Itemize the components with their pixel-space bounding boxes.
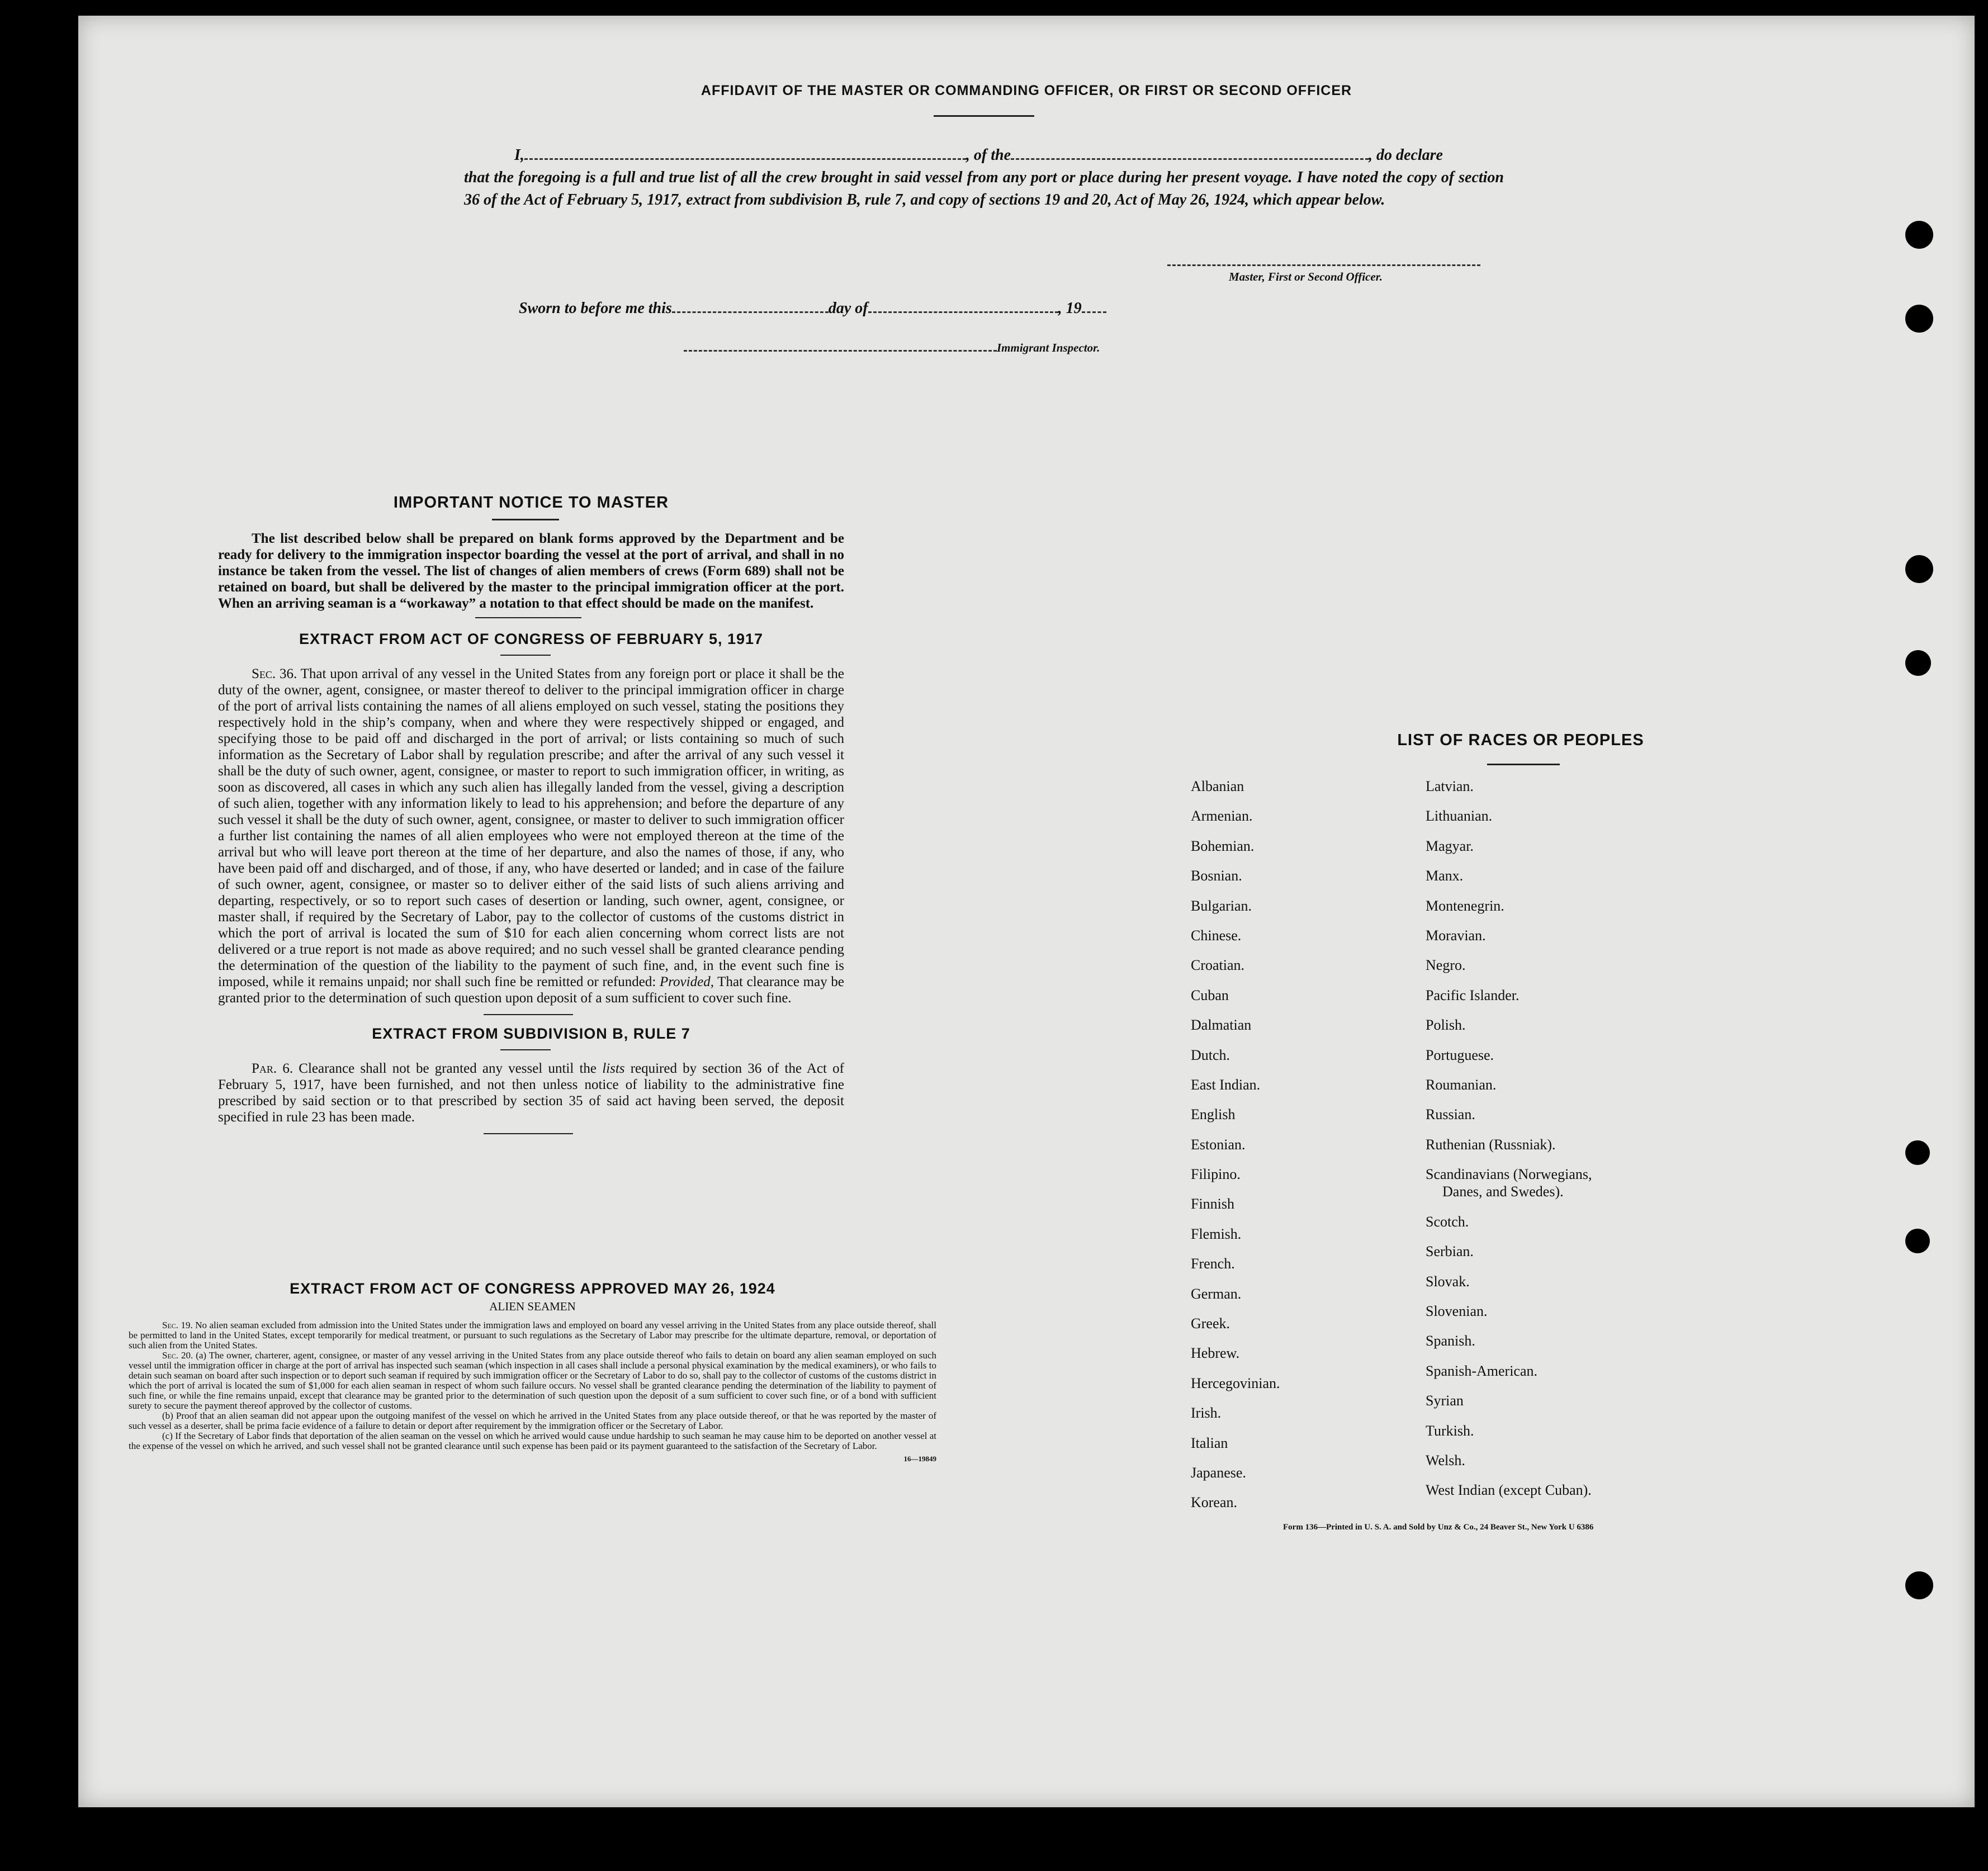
- divider: [492, 519, 559, 520]
- race-entry: Manx.: [1426, 868, 1464, 884]
- par-6-text-b: required by section 36 of the Act of February 5, 1917, have been furnished, and not then unless notice of liability to the administrative fine prescribed by said section or to that prescribed by section 35 of said act having been served, the deposit specified in rule 23 has been made.: [218, 1061, 844, 1125]
- inspector-signature-blank[interactable]: [684, 350, 997, 352]
- punch-hole: [1905, 221, 1933, 249]
- race-entry: Welsh.: [1426, 1452, 1465, 1469]
- master-signature-line[interactable]: [1167, 264, 1480, 266]
- race-entry: Japanese.: [1191, 1464, 1246, 1481]
- punch-hole: [1905, 1229, 1930, 1253]
- inspector-label: Immigrant Inspector.: [997, 341, 1100, 354]
- race-entry: Scandinavians (Norwegians,: [1426, 1166, 1592, 1183]
- race-entry: Bohemian.: [1191, 837, 1255, 854]
- races-left-column: [1191, 777, 1280, 1523]
- sworn-prefix: Sworn to before me this: [519, 300, 672, 317]
- race-entry: French.: [1191, 1256, 1235, 1272]
- punch-hole: [1905, 555, 1933, 583]
- race-entry: Scotch.: [1426, 1213, 1469, 1230]
- provided-word: Provided,: [659, 974, 714, 989]
- race-entry: Hebrew.: [1191, 1345, 1240, 1362]
- race-entry: Polish.: [1426, 1017, 1466, 1034]
- race-entry: Turkish.: [1426, 1422, 1474, 1439]
- race-entry: Bulgarian.: [1191, 897, 1252, 914]
- sworn-day-blank[interactable]: [672, 311, 829, 313]
- affidavit-title: AFFIDAVIT OF THE MASTER OR COMMANDING OFFICER, OR FIRST OR SECOND OFFICER: [700, 83, 1352, 98]
- notice-body: [218, 530, 844, 612]
- left-column: [218, 494, 844, 1143]
- race-entry: Finnish: [1191, 1196, 1235, 1212]
- divider: [1487, 764, 1560, 765]
- race-entry: Moravian.: [1426, 927, 1486, 944]
- document-page: [78, 16, 1975, 1807]
- name-blank[interactable]: [524, 158, 966, 160]
- sec-36-text-a: That upon arrival of any vessel in the United States from any foreign port or place it shall be the duty of the owner, agent, consignee, or master thereof to deliver to the principal immigration officer in charge of the port of arrival lists containing the names of all aliens employed on such vessel, stating the positions they respectively hold in the ship’s company, when and where they were respectively shipped or engaged, and specifying those to be paid off and discharged in the port of arrival; or lists containing so much of such information as the Secretary of Labor shall by regulation prescribe; and after the arrival of any such vessel it shall be the duty of such owner, agent, consignee, or master to report to such immigration officer, in writing, as soon as discovered, all cases in which any such alien has illegally landed from the vessel, giving a description of such alien, together with any information likely to lead to his apprehension; and before the departure of any such vessel it shall be the duty of such owner, agent, consignee, or master to deliver to such immigration officer a further list containing the names of all alien employees who were not employed thereon at the time of the arrival but who will leave port thereon at the time of her departure, and also the names of those, if any, who have been paid off and discharged, and of those, if any, who have deserted or landed; and in case of the failure of such owner, agent, consignee, or master so to deliver either of the said lists of such aliens arriving and departing, respectively, or so to report such cases of desertion or landing, such owner, agent, consignee, or master shall, if required by the Secretary of Labor, pay to the collector of customs of the customs district in which the port of arrival is located the sum of $10 for each alien concerning whom correct lists are not delivered or a true report is not made as above required; and no such vessel shall be granted clearance pending the determination of the question of the liability to the payment of such fine, and, in the event such fine is imposed, while it remains unpaid; nor shall such fine be remitted or refunded:: [218, 666, 844, 989]
- lists-word: lists: [602, 1061, 625, 1076]
- race-entry: East Indian.: [1191, 1076, 1261, 1093]
- race-entry: Italian: [1191, 1434, 1228, 1451]
- affidavit-declare: , do declare: [1369, 146, 1443, 164]
- race-entry: Croatian.: [1191, 957, 1245, 974]
- race-entry: Syrian: [1426, 1392, 1464, 1409]
- race-entry: Negro.: [1426, 957, 1466, 974]
- race-entry: Russian.: [1426, 1106, 1475, 1123]
- race-entry: Chinese.: [1191, 927, 1242, 944]
- vessel-blank[interactable]: [1011, 158, 1369, 160]
- sec-20a-text: (a) The owner, charterer, agent, consignee, or master of any vessel arriving in the United States from any place outside thereof who fails to detain on board any alien seaman employed on such vessel until the immigration officer in charge at the port of arrival has inspected such seaman (which inspection in all cases shall include a personal physical examination by the medical examiners), or who fails to detain such seaman on board after such inspection or to deport such seaman if required by such immigration officer or the Secretary of Labor to do so, shall pay to the collector of customs of the customs district in which the port of arrival is located the sum of $1,000 for each alien seaman in respect of whom such failure occurs. No vessel shall be granted clearance pending the determination of the liability to payment of such fine, or while the fine remains unpaid, except that clearance may be granted prior to the determination of such question upon the deposit of a sum sufficient to cover such fine, or of a bond with sufficient surety to secure the payment thereof approved by the collector of customs.: [129, 1350, 936, 1411]
- extract-1924-body: [129, 1320, 936, 1451]
- punch-hole: [1905, 1140, 1930, 1165]
- sec-36-label: Sec. 36.: [252, 666, 297, 681]
- sworn-line: [519, 300, 1106, 318]
- race-entry: Irish.: [1191, 1405, 1222, 1422]
- sec-20b-text: (b) Proof that an alien seaman did not appear upon the outgoing manifest of the vessel on which he arrived in the United States from any place outside thereof, or that he was reported by the master of such vessel as a deserter, shall be prima facie evidence of a failure to detain or deport after requirement by the immigration officer or the Secretary of Labor.: [129, 1410, 936, 1431]
- sec-20c-text: (c) If the Secretary of Labor finds that deportation of the alien seaman on the vessel on which he arrived would cause undue hardship to such seaman he may cause him to be deported on another vessel at the expense of the vessel on which he arrived, and such vessel shall not be granted clearance until such expense has been paid or its payment guaranteed to the satisfaction of the Secretary of Labor.: [129, 1431, 936, 1451]
- race-entry: Latvian.: [1426, 778, 1474, 794]
- divider: [500, 655, 551, 656]
- alien-seamen-subtitle: ALIEN SEAMEN: [489, 1300, 576, 1313]
- print-code: 16—19849: [903, 1455, 936, 1463]
- race-entry: Portuguese.: [1426, 1046, 1494, 1063]
- extract-1917-title: EXTRACT FROM ACT OF CONGRESS OF FEBRUARY 5, 1917: [299, 631, 764, 647]
- affidavit-body: [464, 144, 1577, 211]
- master-signature-label: Master, First or Second Officer.: [1229, 270, 1383, 283]
- race-entry: Dalmatian: [1191, 1017, 1252, 1034]
- race-entry: Montenegrin.: [1426, 897, 1504, 914]
- divider: [484, 1014, 573, 1015]
- sec-19-label: Sec. 19.: [162, 1320, 193, 1330]
- notice-title: IMPORTANT NOTICE TO MASTER: [393, 494, 669, 511]
- sworn-day-of: day of: [828, 300, 868, 317]
- par-6-text-a: Clearance shall not be granted any vessel until the: [299, 1061, 597, 1076]
- race-entry: Roumanian.: [1426, 1076, 1497, 1093]
- sworn-month-blank[interactable]: [868, 311, 1058, 313]
- race-entry: Slovenian.: [1426, 1303, 1488, 1320]
- race-entry: Slovak.: [1426, 1273, 1470, 1290]
- race-entry: Cuban: [1191, 987, 1229, 1003]
- race-entry: Danes, and Swedes).: [1442, 1183, 1564, 1200]
- race-entry: Spanish.: [1426, 1333, 1475, 1349]
- par-6-label: Par. 6.: [252, 1061, 294, 1076]
- subdivision-b-title: EXTRACT FROM SUBDIVISION B, RULE 7: [372, 1025, 690, 1042]
- race-entry: German.: [1191, 1285, 1242, 1302]
- races-title: LIST OF RACES OR PEOPLES: [1397, 731, 1644, 749]
- race-entry: Pacific Islander.: [1426, 987, 1520, 1003]
- inspector-line: [684, 341, 1100, 355]
- affidavit-text: that the foregoing is a full and true list of all the crew brought in said vessel from any port or place during her present voyage. I have noted the copy of section 36 of the Act of February 5, 1917, extract from subdivision B, rule 7, and copy of sections 19 and 20, Act of May 26, 1924, which appear below.: [464, 169, 1504, 209]
- divider: [934, 115, 1034, 117]
- punch-hole: [1905, 650, 1931, 676]
- race-entry: Greek.: [1191, 1315, 1230, 1332]
- race-entry: English: [1191, 1106, 1236, 1123]
- sec-19-text: No alien seaman excluded from admission into the United States under the immigration laws and employed on board any vessel arriving in the United States from any place outside thereof, shall be permitted to land in the United States, except temporarily for medical treatment, or pursuant to such regulations as the Secretary of Labor may prescribe for the ultimate departure, removal, or deportation of such alien from the United States.: [129, 1320, 936, 1351]
- sworn-year: , 19: [1058, 300, 1082, 317]
- race-entry: Serbian.: [1426, 1243, 1474, 1260]
- race-entry: Ruthenian (Russniak).: [1426, 1136, 1556, 1153]
- race-entry: Flemish.: [1191, 1225, 1242, 1242]
- race-entry: Magyar.: [1426, 837, 1474, 854]
- race-entry: Spanish-American.: [1426, 1362, 1538, 1379]
- race-entry: Korean.: [1191, 1494, 1238, 1511]
- race-entry: Bosnian.: [1191, 868, 1242, 884]
- sec-36-text-b: That clearance may be granted prior to the determination of such question upon deposit of a sum sufficient to cover such fine.: [218, 974, 844, 1006]
- race-entry: Armenian.: [1191, 808, 1253, 825]
- notice-paragraph: The list described below shall be prepared on blank forms approved by the Department and be ready for delivery to the immigration inspector boarding the vessel at the port of arrival, and shall in no instance be taken from the vessel. The list of changes of alien members of crews (Form 689) shall not be retained on board, but shall be delivered by the master to the principal immigration officer at the port. When an arriving seaman is a “workaway” a notation to that effect should be made on the manifest.: [218, 531, 844, 611]
- divider: [484, 1133, 573, 1134]
- race-entry: Albanian: [1191, 778, 1244, 794]
- race-entry: Filipino.: [1191, 1166, 1241, 1183]
- sec-20-label: Sec. 20.: [162, 1350, 193, 1361]
- race-entry: Lithuanian.: [1426, 808, 1493, 825]
- race-entry: West Indian (except Cuban).: [1426, 1482, 1592, 1499]
- form-print-note: Form 136—Printed in U. S. A. and Sold by Unz & Co., 24 Beaver St., New York U 6386: [1283, 1523, 1594, 1532]
- extract-1924-title: EXTRACT FROM ACT OF CONGRESS APPROVED MAY 26, 1924: [290, 1280, 775, 1297]
- punch-hole: [1905, 1571, 1933, 1599]
- race-entry: Estonian.: [1191, 1136, 1246, 1153]
- subdivision-b-body: [218, 1060, 844, 1125]
- race-entry: Hercegovinian.: [1191, 1375, 1280, 1391]
- extract-1924-section: [129, 1280, 936, 1463]
- affidavit-of-the: , of the: [965, 146, 1011, 164]
- extract-1917-body: [218, 666, 844, 1006]
- affidavit-i: I,: [514, 146, 524, 164]
- divider: [475, 617, 581, 618]
- race-entry: Dutch.: [1191, 1046, 1230, 1063]
- divider: [500, 1049, 551, 1050]
- sworn-year-blank[interactable]: [1082, 311, 1106, 313]
- races-right-column: [1426, 777, 1592, 1511]
- punch-hole: [1905, 305, 1933, 333]
